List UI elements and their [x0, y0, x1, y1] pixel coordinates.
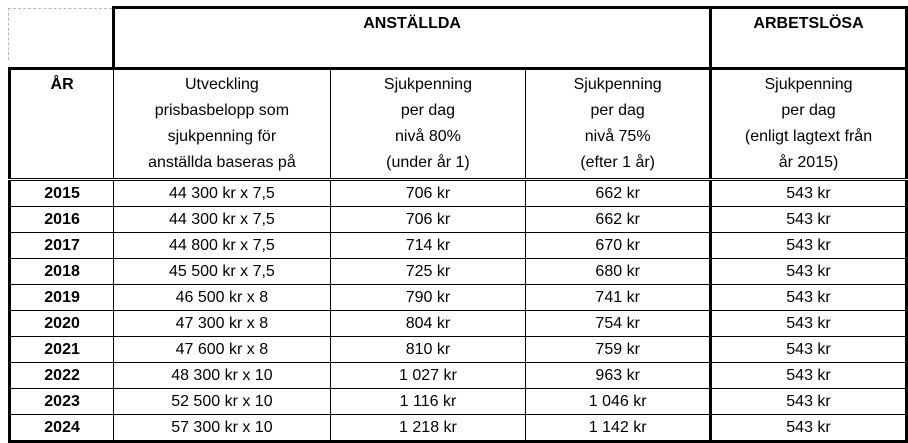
- col-header-year: [10, 69, 114, 180]
- col-header-line: prisbasbelopp som: [154, 102, 290, 119]
- cell-level75: 963 kr: [526, 363, 711, 389]
- table-row: [10, 311, 907, 337]
- sick-pay-table: [8, 6, 908, 443]
- col-header-line: (enligt lagtext från: [744, 128, 873, 145]
- col-header-line: nivå 75%: [584, 128, 651, 145]
- cell-year: 2018: [10, 259, 114, 285]
- table-row: [10, 337, 907, 363]
- cell-year: 2015: [10, 180, 114, 207]
- cell-unemployed: 543 kr: [711, 207, 907, 233]
- column-header-row: [10, 69, 907, 180]
- cell-year: 2019: [10, 285, 114, 311]
- cell-unemployed: 543 kr: [711, 415, 907, 442]
- table-row: [10, 207, 907, 233]
- table-row: [10, 259, 907, 285]
- col-header-line: år 2015): [778, 154, 839, 171]
- cell-level80: 790 kr: [330, 285, 526, 311]
- group-header-row: [10, 8, 907, 69]
- table-row: [10, 389, 907, 415]
- col-header-year-line: ÅR: [50, 76, 74, 93]
- cell-level80: 1 027 kr: [330, 363, 526, 389]
- cell-level80: 725 kr: [330, 259, 526, 285]
- col-header-line: (efter 1 år): [580, 154, 655, 171]
- cell-base: 47 600 kr x 8: [114, 337, 331, 363]
- cell-base: 47 300 kr x 8: [114, 311, 331, 337]
- cell-base: 44 300 kr x 7,5: [114, 207, 331, 233]
- cell-unemployed: 543 kr: [711, 363, 907, 389]
- cell-base: 57 300 kr x 10: [114, 415, 331, 442]
- cell-level80: 714 kr: [330, 233, 526, 259]
- cell-level75: 754 kr: [526, 311, 711, 337]
- cell-year: 2021: [10, 337, 114, 363]
- col-header-level75: [526, 69, 711, 180]
- cell-level80: 804 kr: [330, 311, 526, 337]
- col-header-line: Utveckling: [184, 76, 259, 93]
- cell-year: 2017: [10, 233, 114, 259]
- group-unemployed: ARBETSLÖSA: [711, 8, 907, 69]
- col-header-line: Sjukpenning: [383, 76, 472, 93]
- table-row: [10, 415, 907, 442]
- col-header-base: [114, 69, 331, 180]
- group-employed: ANSTÄLLDA: [114, 8, 711, 69]
- col-header-line: sjukpenning för: [167, 128, 277, 145]
- col-header-line: per dag: [781, 102, 836, 119]
- cell-unemployed: 543 kr: [711, 180, 907, 207]
- cell-unemployed: 543 kr: [711, 337, 907, 363]
- cell-year: 2016: [10, 207, 114, 233]
- table-row: [10, 233, 907, 259]
- cell-level80: 706 kr: [330, 207, 526, 233]
- cell-unemployed: 543 kr: [711, 389, 907, 415]
- cell-level80: 1 218 kr: [330, 415, 526, 442]
- table-row: [10, 180, 907, 207]
- cell-level75: 1 046 kr: [526, 389, 711, 415]
- cell-year: 2020: [10, 311, 114, 337]
- cell-unemployed: 543 kr: [711, 311, 907, 337]
- col-header-line: anställda baseras på: [148, 154, 296, 171]
- cell-unemployed: 543 kr: [711, 233, 907, 259]
- cell-base: 52 500 kr x 10: [114, 389, 331, 415]
- cell-year: 2022: [10, 363, 114, 389]
- col-header-line: Sjukpenning: [764, 76, 853, 93]
- cell-unemployed: 543 kr: [711, 259, 907, 285]
- cell-base: 46 500 kr x 8: [114, 285, 331, 311]
- cell-base: 48 300 kr x 10: [114, 363, 331, 389]
- cell-year: 2024: [10, 415, 114, 442]
- table-row: [10, 285, 907, 311]
- table-row: [10, 363, 907, 389]
- cell-base: 44 300 kr x 7,5: [114, 180, 331, 207]
- cell-level75: 662 kr: [526, 207, 711, 233]
- col-header-line: per dag: [400, 102, 456, 119]
- cell-level80: 706 kr: [330, 180, 526, 207]
- cell-level75: 1 142 kr: [526, 415, 711, 442]
- cell-level75: 662 kr: [526, 180, 711, 207]
- cell-base: 44 800 kr x 7,5: [114, 233, 331, 259]
- col-header-line: Sjukpenning: [573, 76, 662, 93]
- cell-level75: 741 kr: [526, 285, 711, 311]
- col-header-level80: [330, 69, 526, 180]
- col-header-line: nivå 80%: [395, 128, 461, 145]
- col-header-line: per dag: [590, 102, 645, 119]
- col-header-line: (under år 1): [386, 154, 470, 171]
- cell-level75: 670 kr: [526, 233, 711, 259]
- cell-level75: 759 kr: [526, 337, 711, 363]
- cell-unemployed: 543 kr: [711, 285, 907, 311]
- col-header-unemployed: [711, 69, 907, 180]
- cell-year: 2023: [10, 389, 114, 415]
- cell-level75: 680 kr: [526, 259, 711, 285]
- cell-base: 45 500 kr x 7,5: [114, 259, 331, 285]
- corner-cell: [10, 8, 114, 69]
- cell-level80: 1 116 kr: [330, 389, 526, 415]
- cell-level80: 810 kr: [330, 337, 526, 363]
